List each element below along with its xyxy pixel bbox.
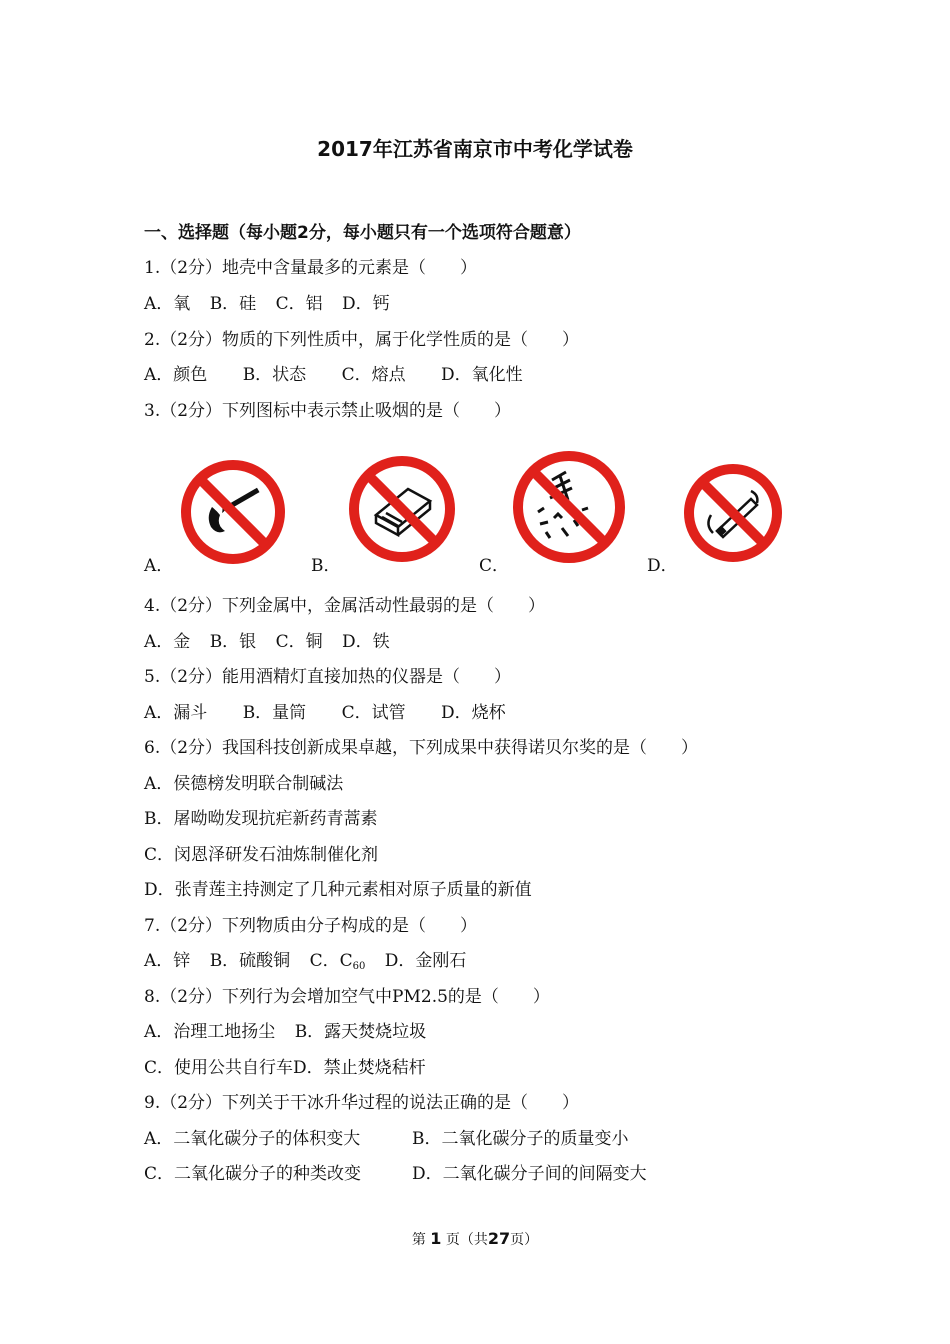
- question-2-options: [144, 364, 523, 386]
- option-c: C．二氧化碳分子的种类改变: [144, 1164, 362, 1184]
- question-5-stem: 5.（2分）能用酒精灯直接加热的仪器是（ ）: [144, 667, 512, 687]
- question-4-stem: 4.（2分）下列金属中，金属活动性最弱的是（ ）: [144, 596, 546, 616]
- option-b: B．状态: [242, 365, 307, 385]
- option-c-text: C．C: [309, 951, 353, 971]
- sign-option-d: D．: [647, 556, 678, 576]
- sign-option-b: B．: [311, 556, 341, 576]
- question-6-option-a: A．侯德榜发明联合制碱法: [144, 774, 344, 794]
- option-c: C．试管: [341, 703, 406, 723]
- question-2-stem: 2.（2分）物质的下列性质中，属于化学性质的是（ ）: [144, 330, 580, 350]
- option-b: B．硅: [209, 294, 257, 314]
- option-c-subscript: 60: [352, 961, 366, 972]
- question-9-options-row-2: [144, 1163, 647, 1185]
- option-c: [310, 950, 366, 978]
- no-fireworks-sign-icon: [510, 448, 628, 566]
- option-c: C．熔点: [341, 365, 406, 385]
- current-page-number: 1: [430, 1229, 442, 1248]
- option-a: A．金: [144, 632, 191, 652]
- option-a: A．漏斗: [144, 703, 208, 723]
- section-heading: 一、选择题（每小题2分，每小题只有一个选项符合题意）: [144, 223, 581, 243]
- option-a: A．锌: [144, 951, 191, 971]
- question-8-options-row-1: [144, 1021, 426, 1043]
- question-7-stem: 7.（2分）下列物质由分子构成的是（ ）: [144, 916, 478, 936]
- option-c: C．铝: [275, 294, 323, 314]
- question-9-options-row-1: [144, 1128, 629, 1150]
- question-6-option-c: C．闵恩泽研发石油炼制催化剂: [144, 845, 379, 865]
- total-page-count: 27: [487, 1229, 511, 1248]
- sign-option-a: A．: [144, 556, 174, 576]
- question-6-option-b: B．屠呦呦发现抗疟新药青蒿素: [144, 809, 378, 829]
- no-fire-sign-icon: [178, 457, 288, 567]
- option-d: D．烧杯: [441, 703, 506, 723]
- option-a: A．颜色: [144, 365, 208, 385]
- question-5-options: [144, 702, 506, 724]
- question-1-options: [144, 293, 390, 315]
- option-d: D．金刚石: [384, 951, 467, 971]
- no-smoking-sign-icon: [681, 461, 785, 565]
- sign-option-c: C．: [479, 556, 510, 576]
- question-8-options-row-2: [144, 1057, 426, 1079]
- option-b: B．量筒: [242, 703, 307, 723]
- question-4-options: [144, 631, 390, 653]
- option-d: D．铁: [342, 632, 390, 652]
- option-c: C．铜: [275, 632, 323, 652]
- footer-middle: 页（共: [445, 1232, 488, 1248]
- option-d: D．禁止焚烧秸杆: [293, 1058, 426, 1078]
- option-b: B．露天焚烧垃圾: [294, 1022, 427, 1042]
- question-1-stem: 1.（2分）地壳中含量最多的元素是（ ）: [144, 258, 478, 278]
- option-d: D．二氧化碳分子间的间隔变大: [412, 1164, 647, 1184]
- footer-prefix: 第: [411, 1232, 426, 1248]
- question-7-options: [144, 950, 466, 978]
- question-6-stem: 6.（2分）我国科技创新成果卓越，下列成果中获得诺贝尔奖的是（ ）: [144, 738, 699, 758]
- option-a: A．氧: [144, 294, 191, 314]
- option-c: C．使用公共自行车: [144, 1058, 294, 1078]
- option-a: A．二氧化碳分子的体积变大: [144, 1129, 361, 1149]
- question-8-stem: 8.（2分）下列行为会增加空气中PM2.5的是（ ）: [144, 987, 550, 1007]
- question-9-stem: 9.（2分）下列关于干冰升华过程的说法正确的是（ ）: [144, 1093, 580, 1113]
- exam-title: 2017年江苏省南京市中考化学试卷: [317, 137, 633, 161]
- option-d: D．氧化性: [441, 365, 523, 385]
- no-matches-sign-icon: [346, 453, 458, 565]
- page-footer: [0, 1229, 950, 1249]
- question-3-stem: 3.（2分）下列图标中表示禁止吸烟的是（ ）: [144, 401, 512, 421]
- question-6-option-d: D．张青莲主持测定了几种元素相对原子质量的新值: [144, 880, 532, 900]
- option-d: D．钙: [342, 294, 390, 314]
- option-b: B．二氧化碳分子的质量变小: [412, 1129, 629, 1149]
- option-a: A．治理工地扬尘: [144, 1022, 276, 1042]
- footer-suffix: 页）: [510, 1232, 539, 1248]
- option-b: B．硫酸铜: [209, 951, 291, 971]
- option-b: B．银: [209, 632, 257, 652]
